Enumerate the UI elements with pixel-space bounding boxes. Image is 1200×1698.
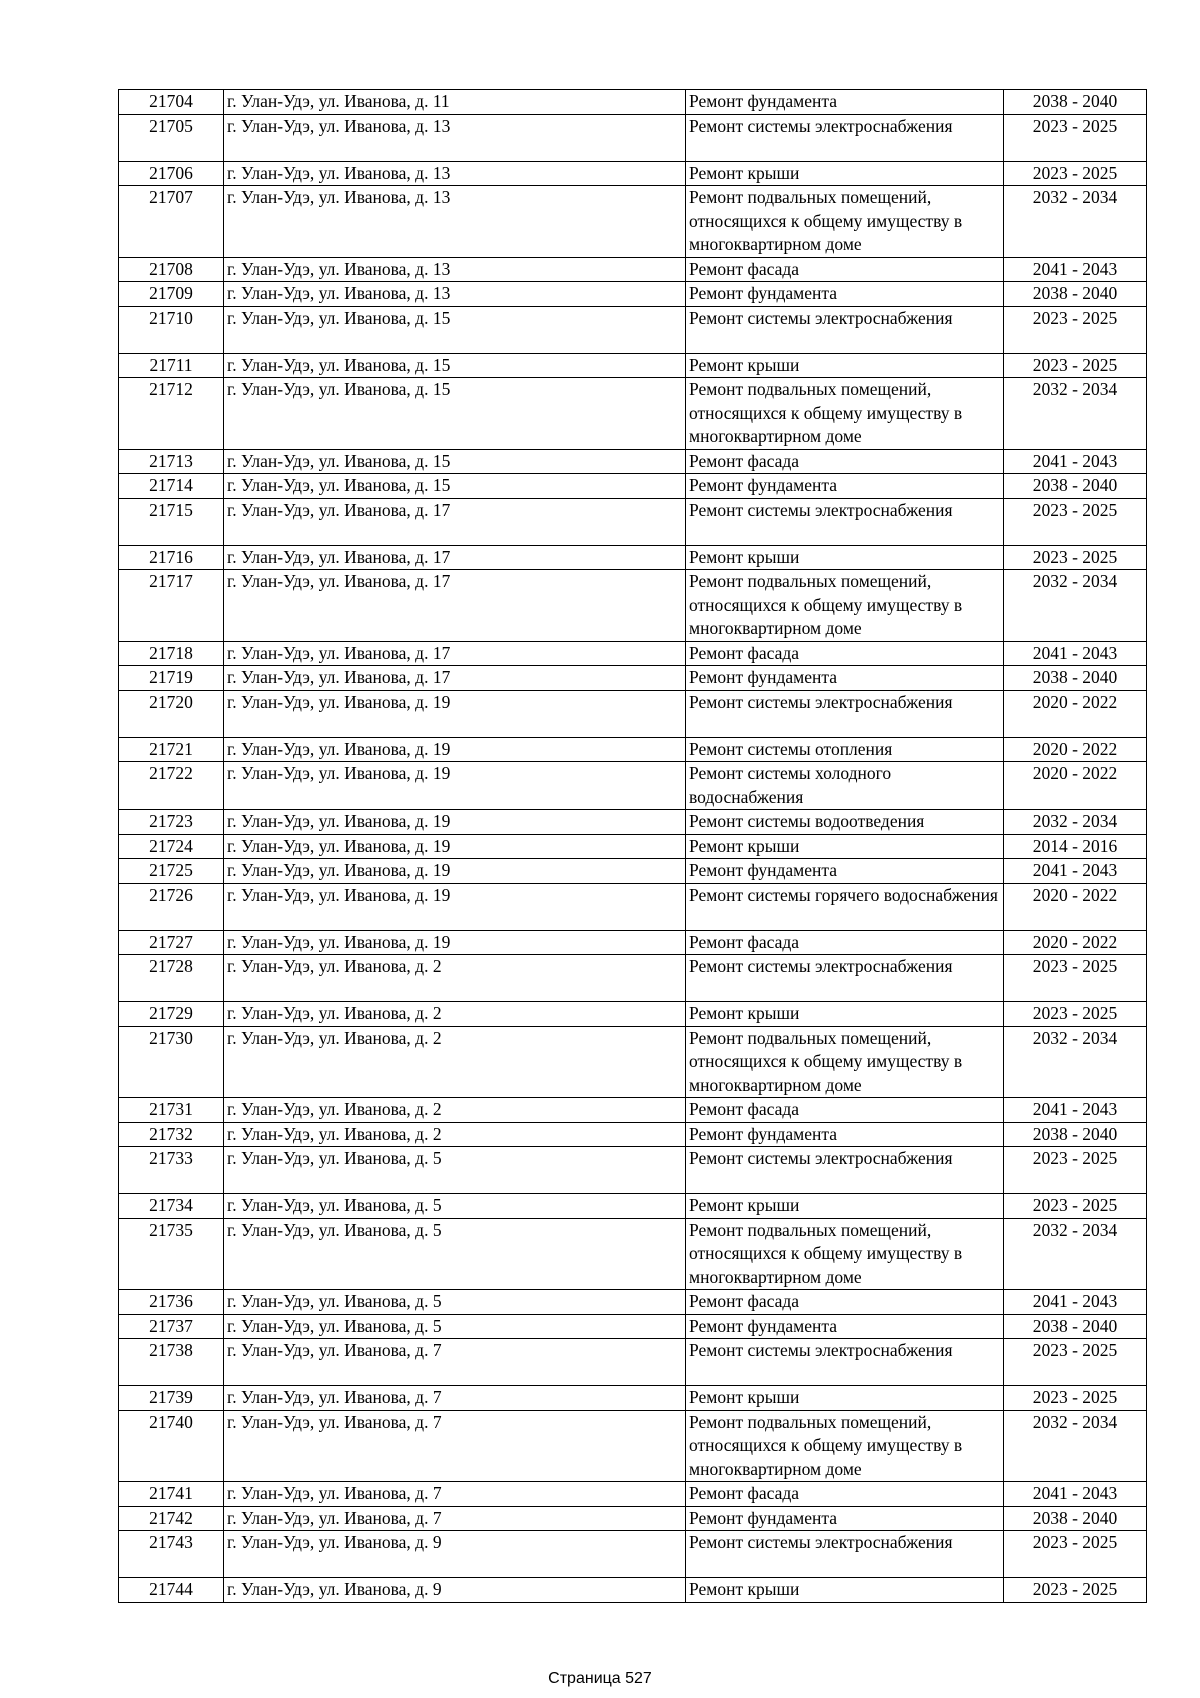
row-address: г. Улан-Удэ, ул. Иванова, д. 15: [224, 474, 686, 499]
table-row: [119, 1314, 1147, 1339]
table-row: [119, 306, 1147, 353]
table-row: [119, 90, 1147, 115]
row-work-type: Ремонт подвальных помещений, относящихся к общему имуществу в многоквартирном доме: [686, 378, 1004, 450]
row-period: 2041 - 2043: [1004, 1482, 1147, 1507]
row-address: г. Улан-Удэ, ул. Иванова, д. 19: [224, 883, 686, 930]
row-id: 21741: [119, 1482, 224, 1507]
row-period: 2020 - 2022: [1004, 883, 1147, 930]
row-work-type: Ремонт системы электроснабжения: [686, 690, 1004, 737]
row-work-type: Ремонт системы электроснабжения: [686, 306, 1004, 353]
row-period: 2023 - 2025: [1004, 161, 1147, 186]
table-row: [119, 1002, 1147, 1027]
table-row: [119, 737, 1147, 762]
row-address: г. Улан-Удэ, ул. Иванова, д. 7: [224, 1386, 686, 1411]
row-address: г. Улан-Удэ, ул. Иванова, д. 17: [224, 545, 686, 570]
row-period: 2041 - 2043: [1004, 449, 1147, 474]
table-row: [119, 282, 1147, 307]
row-address: г. Улан-Удэ, ул. Иванова, д. 15: [224, 378, 686, 450]
row-work-type: Ремонт фундамента: [686, 1314, 1004, 1339]
row-period: 2041 - 2043: [1004, 859, 1147, 884]
row-id: 21704: [119, 90, 224, 115]
row-period: 2038 - 2040: [1004, 1314, 1147, 1339]
row-work-type: Ремонт крыши: [686, 1194, 1004, 1219]
table-row: [119, 1098, 1147, 1123]
row-id: 21721: [119, 737, 224, 762]
row-period: 2020 - 2022: [1004, 690, 1147, 737]
row-address: г. Улан-Удэ, ул. Иванова, д. 11: [224, 90, 686, 115]
row-work-type: Ремонт крыши: [686, 1386, 1004, 1411]
row-period: 2023 - 2025: [1004, 353, 1147, 378]
table-row: [119, 1122, 1147, 1147]
row-work-type: Ремонт подвальных помещений, относящихся к общему имуществу в многоквартирном доме: [686, 1026, 1004, 1098]
row-period: 2023 - 2025: [1004, 955, 1147, 1002]
table-row: [119, 498, 1147, 545]
row-id: 21732: [119, 1122, 224, 1147]
row-address: г. Улан-Удэ, ул. Иванова, д. 7: [224, 1339, 686, 1386]
table-row: [119, 114, 1147, 161]
row-address: г. Улан-Удэ, ул. Иванова, д. 19: [224, 810, 686, 835]
row-address: г. Улан-Удэ, ул. Иванова, д. 17: [224, 641, 686, 666]
row-id: 21742: [119, 1506, 224, 1531]
row-work-type: Ремонт крыши: [686, 1002, 1004, 1027]
table-row: [119, 666, 1147, 691]
row-work-type: Ремонт фасада: [686, 449, 1004, 474]
row-work-type: Ремонт крыши: [686, 1578, 1004, 1603]
row-id: 21717: [119, 570, 224, 642]
table-row: [119, 449, 1147, 474]
row-period: 2032 - 2034: [1004, 810, 1147, 835]
row-id: 21736: [119, 1290, 224, 1315]
row-period: 2032 - 2034: [1004, 1026, 1147, 1098]
row-work-type: Ремонт фасада: [686, 641, 1004, 666]
row-address: г. Улан-Удэ, ул. Иванова, д. 5: [224, 1314, 686, 1339]
table-row: [119, 1194, 1147, 1219]
row-period: 2032 - 2034: [1004, 186, 1147, 258]
row-period: 2041 - 2043: [1004, 257, 1147, 282]
table-row: [119, 810, 1147, 835]
row-work-type: Ремонт фасада: [686, 1482, 1004, 1507]
table-row: [119, 762, 1147, 810]
row-address: г. Улан-Удэ, ул. Иванова, д. 15: [224, 353, 686, 378]
table-row: [119, 1578, 1147, 1603]
row-period: 2038 - 2040: [1004, 474, 1147, 499]
row-id: 21705: [119, 114, 224, 161]
row-id: 21743: [119, 1531, 224, 1578]
row-period: 2038 - 2040: [1004, 282, 1147, 307]
row-id: 21733: [119, 1147, 224, 1194]
row-work-type: Ремонт фундамента: [686, 1122, 1004, 1147]
row-address: г. Улан-Удэ, ул. Иванова, д. 19: [224, 690, 686, 737]
row-id: 21708: [119, 257, 224, 282]
row-id: 21715: [119, 498, 224, 545]
row-id: 21722: [119, 762, 224, 810]
row-period: 2038 - 2040: [1004, 666, 1147, 691]
table-row: [119, 1218, 1147, 1290]
row-work-type: Ремонт системы водоотведения: [686, 810, 1004, 835]
row-id: 21713: [119, 449, 224, 474]
row-id: 21716: [119, 545, 224, 570]
row-period: 2023 - 2025: [1004, 498, 1147, 545]
row-address: г. Улан-Удэ, ул. Иванова, д. 2: [224, 1002, 686, 1027]
table-row: [119, 834, 1147, 859]
table-row: [119, 545, 1147, 570]
row-address: г. Улан-Удэ, ул. Иванова, д. 15: [224, 306, 686, 353]
row-period: 2041 - 2043: [1004, 1290, 1147, 1315]
row-address: г. Улан-Удэ, ул. Иванова, д. 9: [224, 1531, 686, 1578]
row-work-type: Ремонт системы горячего водоснабжения: [686, 883, 1004, 930]
table-row: [119, 1339, 1147, 1386]
row-address: г. Улан-Удэ, ул. Иванова, д. 15: [224, 449, 686, 474]
row-id: 21712: [119, 378, 224, 450]
row-id: 21740: [119, 1410, 224, 1482]
row-work-type: Ремонт системы электроснабжения: [686, 114, 1004, 161]
row-id: 21731: [119, 1098, 224, 1123]
row-work-type: Ремонт системы холодного водоснабжения: [686, 762, 1004, 810]
row-address: г. Улан-Удэ, ул. Иванова, д. 2: [224, 1098, 686, 1123]
row-id: 21710: [119, 306, 224, 353]
row-work-type: Ремонт подвальных помещений, относящихся к общему имуществу в многоквартирном доме: [686, 1410, 1004, 1482]
row-address: г. Улан-Удэ, ул. Иванова, д. 2: [224, 1026, 686, 1098]
row-address: г. Улан-Удэ, ул. Иванова, д. 9: [224, 1578, 686, 1603]
row-work-type: Ремонт фасада: [686, 1290, 1004, 1315]
row-work-type: Ремонт системы электроснабжения: [686, 1339, 1004, 1386]
table-row: [119, 1147, 1147, 1194]
table-row: [119, 859, 1147, 884]
row-period: 2038 - 2040: [1004, 90, 1147, 115]
page-number: Страница 527: [548, 1670, 652, 1687]
row-work-type: Ремонт системы электроснабжения: [686, 955, 1004, 1002]
row-work-type: Ремонт крыши: [686, 545, 1004, 570]
row-id: 21739: [119, 1386, 224, 1411]
row-address: г. Улан-Удэ, ул. Иванова, д. 17: [224, 570, 686, 642]
row-work-type: Ремонт фасада: [686, 930, 1004, 955]
row-work-type: Ремонт фундамента: [686, 666, 1004, 691]
table-row: [119, 1386, 1147, 1411]
row-period: 2023 - 2025: [1004, 1531, 1147, 1578]
row-id: 21709: [119, 282, 224, 307]
row-id: 21737: [119, 1314, 224, 1339]
row-address: г. Улан-Удэ, ул. Иванова, д. 19: [224, 762, 686, 810]
row-work-type: Ремонт системы электроснабжения: [686, 498, 1004, 545]
row-work-type: Ремонт крыши: [686, 161, 1004, 186]
repair-schedule-table: [118, 89, 1147, 1603]
row-address: г. Улан-Удэ, ул. Иванова, д. 13: [224, 282, 686, 307]
row-work-type: Ремонт крыши: [686, 834, 1004, 859]
table-row: [119, 257, 1147, 282]
table-row: [119, 186, 1147, 258]
table-row: [119, 1410, 1147, 1482]
row-address: г. Улан-Удэ, ул. Иванова, д. 5: [224, 1290, 686, 1315]
row-period: 2023 - 2025: [1004, 1002, 1147, 1027]
row-work-type: Ремонт системы электроснабжения: [686, 1147, 1004, 1194]
row-period: 2041 - 2043: [1004, 641, 1147, 666]
row-period: 2032 - 2034: [1004, 378, 1147, 450]
row-address: г. Улан-Удэ, ул. Иванова, д. 2: [224, 1122, 686, 1147]
row-period: 2023 - 2025: [1004, 545, 1147, 570]
row-id: 21723: [119, 810, 224, 835]
row-address: г. Улан-Удэ, ул. Иванова, д. 13: [224, 257, 686, 282]
row-period: 2023 - 2025: [1004, 1339, 1147, 1386]
row-id: 21727: [119, 930, 224, 955]
table-row: [119, 1482, 1147, 1507]
row-work-type: Ремонт фундамента: [686, 859, 1004, 884]
row-address: г. Улан-Удэ, ул. Иванова, д. 17: [224, 666, 686, 691]
row-id: 21730: [119, 1026, 224, 1098]
row-period: 2032 - 2034: [1004, 570, 1147, 642]
row-period: 2023 - 2025: [1004, 1578, 1147, 1603]
row-address: г. Улан-Удэ, ул. Иванова, д. 13: [224, 114, 686, 161]
table-body: [119, 90, 1147, 1603]
row-id: 21714: [119, 474, 224, 499]
row-id: 21706: [119, 161, 224, 186]
table-row: [119, 1531, 1147, 1578]
table-row: [119, 474, 1147, 499]
row-id: 21724: [119, 834, 224, 859]
table-row: [119, 353, 1147, 378]
row-address: г. Улан-Удэ, ул. Иванова, д. 5: [224, 1147, 686, 1194]
row-id: 21711: [119, 353, 224, 378]
row-period: 2014 - 2016: [1004, 834, 1147, 859]
row-work-type: Ремонт фундамента: [686, 1506, 1004, 1531]
row-period: 2020 - 2022: [1004, 762, 1147, 810]
row-address: г. Улан-Удэ, ул. Иванова, д. 19: [224, 737, 686, 762]
row-period: 2041 - 2043: [1004, 1098, 1147, 1123]
table-row: [119, 690, 1147, 737]
row-id: 21728: [119, 955, 224, 1002]
row-address: г. Улан-Удэ, ул. Иванова, д. 5: [224, 1194, 686, 1219]
table-row: [119, 1026, 1147, 1098]
row-work-type: Ремонт фундамента: [686, 90, 1004, 115]
row-id: 21729: [119, 1002, 224, 1027]
row-id: 21735: [119, 1218, 224, 1290]
row-address: г. Улан-Удэ, ул. Иванова, д. 7: [224, 1506, 686, 1531]
row-period: 2023 - 2025: [1004, 1147, 1147, 1194]
table-row: [119, 1290, 1147, 1315]
row-address: г. Улан-Удэ, ул. Иванова, д. 5: [224, 1218, 686, 1290]
row-address: г. Улан-Удэ, ул. Иванова, д. 7: [224, 1482, 686, 1507]
table-row: [119, 930, 1147, 955]
row-id: 21726: [119, 883, 224, 930]
row-work-type: Ремонт подвальных помещений, относящихся к общему имуществу в многоквартирном доме: [686, 570, 1004, 642]
row-period: 2032 - 2034: [1004, 1218, 1147, 1290]
row-work-type: Ремонт системы электроснабжения: [686, 1531, 1004, 1578]
table-row: [119, 955, 1147, 1002]
table-row: [119, 570, 1147, 642]
row-period: 2020 - 2022: [1004, 930, 1147, 955]
row-address: г. Улан-Удэ, ул. Иванова, д. 13: [224, 186, 686, 258]
row-address: г. Улан-Удэ, ул. Иванова, д. 7: [224, 1410, 686, 1482]
row-id: 21734: [119, 1194, 224, 1219]
row-id: 21719: [119, 666, 224, 691]
row-work-type: Ремонт фасада: [686, 1098, 1004, 1123]
row-id: 21738: [119, 1339, 224, 1386]
row-address: г. Улан-Удэ, ул. Иванова, д. 19: [224, 859, 686, 884]
row-work-type: Ремонт подвальных помещений, относящихся к общему имуществу в многоквартирном доме: [686, 186, 1004, 258]
row-work-type: Ремонт крыши: [686, 353, 1004, 378]
row-address: г. Улан-Удэ, ул. Иванова, д. 17: [224, 498, 686, 545]
row-work-type: Ремонт фундамента: [686, 474, 1004, 499]
row-period: 2038 - 2040: [1004, 1122, 1147, 1147]
row-address: г. Улан-Удэ, ул. Иванова, д. 19: [224, 834, 686, 859]
row-period: 2032 - 2034: [1004, 1410, 1147, 1482]
row-id: 21725: [119, 859, 224, 884]
table-row: [119, 378, 1147, 450]
row-period: 2023 - 2025: [1004, 1386, 1147, 1411]
table-row: [119, 883, 1147, 930]
row-work-type: Ремонт подвальных помещений, относящихся к общему имуществу в многоквартирном доме: [686, 1218, 1004, 1290]
row-period: 2038 - 2040: [1004, 1506, 1147, 1531]
row-address: г. Улан-Удэ, ул. Иванова, д. 13: [224, 161, 686, 186]
row-id: 21718: [119, 641, 224, 666]
row-address: г. Улан-Удэ, ул. Иванова, д. 19: [224, 930, 686, 955]
row-id: 21707: [119, 186, 224, 258]
table-row: [119, 1506, 1147, 1531]
row-period: 2023 - 2025: [1004, 114, 1147, 161]
row-work-type: Ремонт системы отопления: [686, 737, 1004, 762]
row-period: 2023 - 2025: [1004, 306, 1147, 353]
row-period: 2020 - 2022: [1004, 737, 1147, 762]
row-period: 2023 - 2025: [1004, 1194, 1147, 1219]
row-id: 21720: [119, 690, 224, 737]
row-id: 21744: [119, 1578, 224, 1603]
table-row: [119, 161, 1147, 186]
row-address: г. Улан-Удэ, ул. Иванова, д. 2: [224, 955, 686, 1002]
table-row: [119, 641, 1147, 666]
row-work-type: Ремонт фасада: [686, 257, 1004, 282]
row-work-type: Ремонт фундамента: [686, 282, 1004, 307]
